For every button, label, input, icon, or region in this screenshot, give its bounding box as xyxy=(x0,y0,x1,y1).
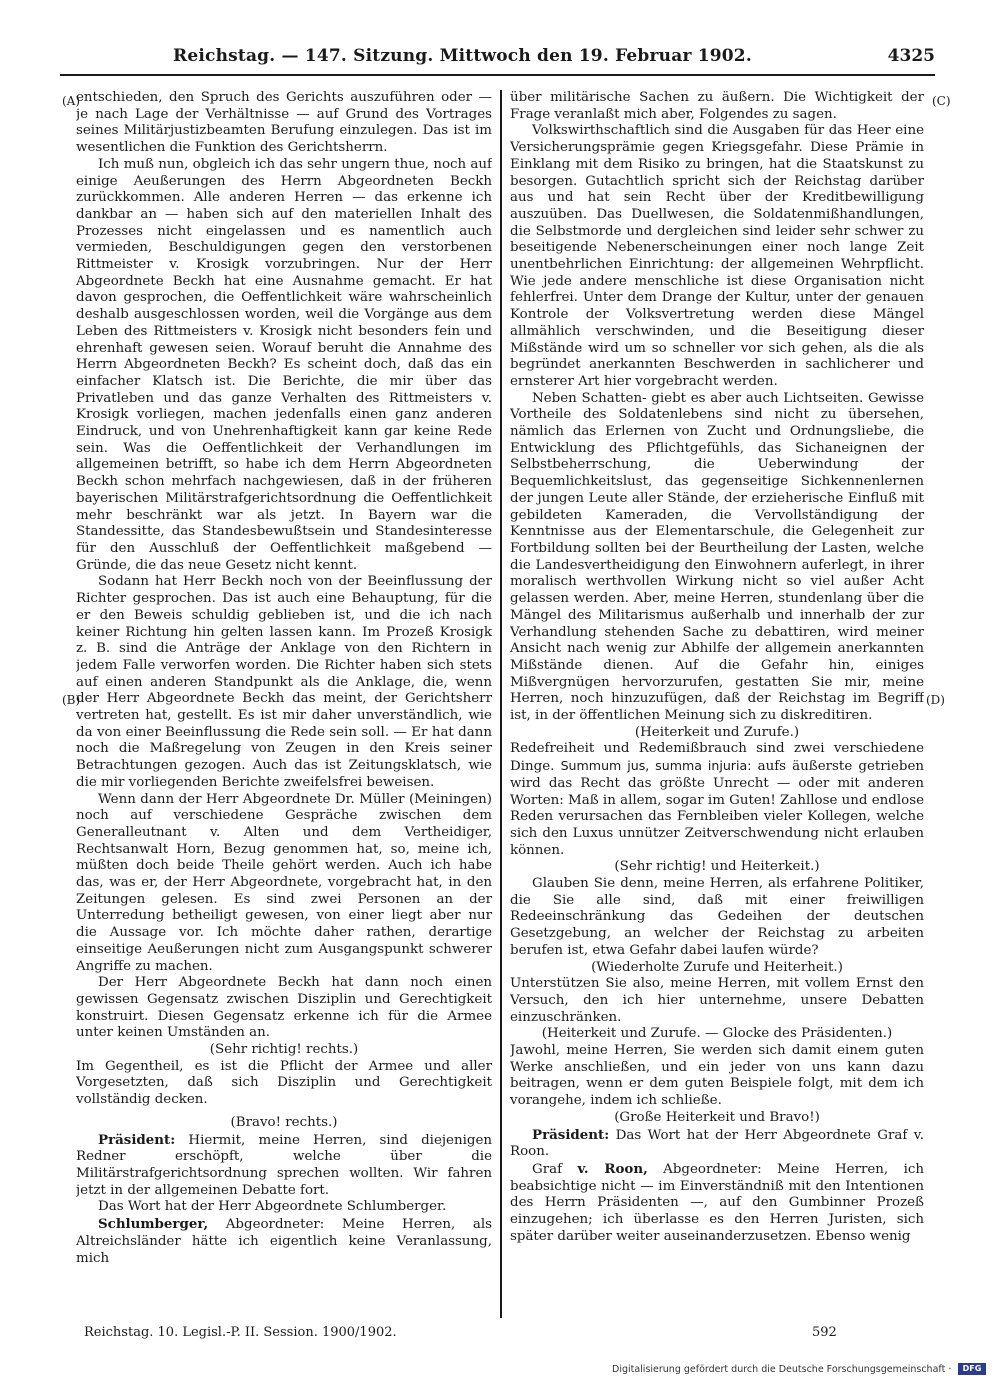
interjection: (Sehr richtig! und Heiterkeit.) xyxy=(614,859,820,875)
margin-marker-a: (A) xyxy=(62,94,81,108)
speaker-name: v. Roon, xyxy=(577,1161,648,1177)
page-header xyxy=(60,46,935,76)
paragraph: Im Gegentheil, es ist die Pflicht der Armee und aller Vorgesetzten, daß sich Disziplin und Gerechtigkeit vollständig decken. xyxy=(76,1058,492,1108)
paragraph: Der Herr Abgeordnete Beckh hat dann noch einen gewissen Gegensatz zwischen Disziplin und Gerechtigkeit konstruirt. Diesen Gegensatz erkenne ich für die Armee unter keinen Umständen an. xyxy=(76,975,492,1041)
left-column xyxy=(76,90,492,1315)
interjection: (Heiterkeit und Zurufe.) xyxy=(634,724,800,740)
interjection: (Große Heiterkeit und Bravo!) xyxy=(614,1109,820,1125)
paragraph: Volkswirthschaftlich sind die Ausgaben für das Heer eine Versicherungsprämie gegen Kriegsgefahr. Diese Prämie in Einklang mit dem Risiko zu bringen, hat die Staatskunst zu besorgen. Gutachtlich spricht sich der Reichstag darüber aus und hat sein Recht über der Kreditbewilligung auszuüben. Das Duellwesen, die Soldatenmißhandlungen, die Selbstmorde und dergleichen sind leider sehr schwer zu beseitigende Nebenerscheinungen einer noch lange Zeit unentbehrlichen Einrichtung: der allgemeinen Wehrpflicht. Wie jede andere menschliche ist diese Organisation nicht fehlerfrei. Unter dem Drange der Kultur, unter der genauen Kontrole der Volksvertretung werden diese Mängel allmählich verschwinden, und die Beseitigung dieser Mißstände wird um so schneller vor sich gehen, als die als begründet anerkannten Beschwerden in sachlicherer und ernsterer Art hier vorgebracht werden. xyxy=(510,123,924,389)
interjection: (Wiederholte Zurufe und Heiterheit.) xyxy=(591,959,843,975)
paragraph: Ich muß nun, obgleich ich das sehr ungern thue, noch auf einige Aeußerungen des Herrn Abgeordneten Beckh zurückkommen. Alle anderen Herren — das erkenne ich dankbar an — haben sich auf den materiellen Inhalt des Prozesses nicht eingelassen und es namentlich auch vermieden, Beschuldigungen gegen den verstorbenen Rittmeister v. Krosigk vorzubringen. Nur der Herr Abgeordnete Beckh hat eine Ausnahme gemacht. Er hat davon gesprochen, die Oeffentlichkeit wäre wahrscheinlich deshalb ausgeschlossen worden, weil die Vorgänge aus dem Leben des Rittmeisters v. Krosigk nicht besonders fein und ehrenhaft gewesen seien. Worauf beruht die Annahme des Herrn Abgeordneten Beckh? Es scheint doch, daß das ein einfacher Klatsch ist. Die Berichte, die mir über das Privatleben und das ganze Verhalten des Rittmeisters v. Krosigk vorliegen, machen jedenfalls einen ganz anderen Eindruck, und von Unehrenhaftigkeit kann gar keine Rede sein. Was die Oeffentlichkeit der Verhandlungen im allgemeinen betrifft, so habe ich dem Herrn Abgeordneten Beckh schon mehrfach nachgewiesen, daß in der früheren bayerischen Militärstrafgerichtsordnung die Oeffentlichkeit mehr beschränkt war als jetzt. In Bayern war die Standessitte, das Standesbewußtsein und Standesinteresse für den Ausschluß der Oeffentlichkeit maßgebend — Gründe, die das neue Gesetz nicht kennt. xyxy=(76,156,492,573)
dfg-logo: DFG xyxy=(958,1363,986,1375)
latin-quote: Summum jus, summa injuria: xyxy=(560,758,752,774)
speaker-title: Graf xyxy=(532,1162,578,1177)
right-column xyxy=(510,90,924,1315)
speech-text: Das Wort hat der Herr Abgeordnete Graf v. Roon. xyxy=(510,1127,924,1160)
paragraph: Jawohl, meine Herren, Sie werden sich damit einem guten Werke anschließen, und ein jeder von uns kann dazu beitragen, wenn er dem guten Beispiele folgt, mit dem ich vorangehe, indem ich schließe. xyxy=(510,1043,924,1109)
page-number: 4325 xyxy=(887,46,935,66)
paragraph: Das Wort hat der Herr Abgeordnete Schlumberger. xyxy=(98,1199,447,1215)
speaker-name: Schlumberger, xyxy=(98,1216,209,1233)
margin-marker-b: (B) xyxy=(62,693,81,707)
footer-signature: 592 xyxy=(812,1325,837,1340)
speech-start xyxy=(510,1161,924,1246)
footer-session-info: Reichstag. 10. Legisl.-P. II. Session. 1900/1902. xyxy=(84,1325,397,1340)
speech-text: Abgeordneter: Meine Herren, als Altreichsländer hätte ich eigentlich keine Veranlassung, mich xyxy=(76,1217,492,1266)
column-divider xyxy=(500,90,502,1318)
president-remark xyxy=(76,1132,492,1200)
interjection: (Bravo! rechts.) xyxy=(230,1114,338,1130)
paragraph: entschieden, den Spruch des Gerichts auszuführen oder — je nach Lage der Verhältnisse — auf Grund des Vortrages seines Militärjustizbeamten Berufung einzulegen. Das ist im wesentlichen die Funktion des Gerichtsherrn. xyxy=(76,90,492,156)
paragraph: Unterstützen Sie also, meine Herren, mit vollem Ernst den Versuch, den ich hier unternehme, unsere Debatten einzuschränken. xyxy=(510,976,924,1025)
margin-marker-c: (C) xyxy=(932,94,951,108)
paragraph: Glauben Sie denn, meine Herren, als erfahrene Politiker, die Sie alle sind, daß mit einer freiwilligen Redeeinschränkung das Gedeihen der deutschen Gesetzgebung, an welcher der Reichstag zu arbeiten berufen ist, etwa Gefahr dabei laufen würde? xyxy=(510,876,924,958)
digitization-credit: Digitalisierung gefördert durch die Deutsche Forschungsgemeinschaft · xyxy=(612,1364,952,1375)
speaker-name: Präsident: xyxy=(98,1131,176,1148)
paragraph: Sodann hat Herr Beckh noch von der Beeinflussung der Richter gesprochen. Das ist auch eine Behauptung, für die er den Beweis schuldig geblieben ist, und die ich nach keiner Richtung hin gelten lassen kann. Im Prozeß Krosigk z. B. sind die Anträge der Anklage von den Richtern in jedem Falle verworfen worden. Die Richter haben sich stets auf einen anderen Standpunkt als die Anklage, die, wenn der Herr Abgeordnete Beckh das meint, der Gerichtsherr vertreten hat, gestellt. Es ist mir daher unverständlich, wie da von einer Beeinflussung die Rede sein soll. — Er hat dann noch die Maßregelung von Zeugen in den Kreis seiner Betrachtungen gezogen. Auch das ist Zeitungsklatsch, wie die mir vorliegenden Berichte zweifelsfrei beweisen. xyxy=(76,574,492,790)
speaker-name: Präsident: xyxy=(532,1126,610,1143)
paragraph xyxy=(510,741,924,859)
speech-text: Abgeordneter: Meine Herren, ich beabsichtige nicht — im Einverständniß mit den Intentionen des Herrn Präsidenten —, auf den Gumbinner Prozeß einzugehen; ich überlasse es den Herren Juristen, sich später darüber weiter auseinanderzusetzen. Ebenso wenig xyxy=(510,1162,924,1244)
interjection: (Sehr richtig! rechts.) xyxy=(209,1042,359,1058)
margin-marker-d: (D) xyxy=(926,693,945,707)
running-title: Reichstag. — 147. Sitzung. Mittwoch den 19. Februar 1902. xyxy=(173,46,752,66)
speech-text: Hiermit, meine Herren, sind diejenigen Redner erschöpft, welche über die Militärstrafgerichtsordnung sprechen wollten. Wir fahren jetzt in der allgemeinen Debatte fort. xyxy=(76,1132,492,1198)
paragraph: Neben Schatten- giebt es aber auch Lichtseiten. Gewisse Vortheile des Soldatenlebens sind nicht zu übersehen, nämlich das Erlernen von Zucht und Ordnungsliebe, die Entwicklung des Pflichtgefühls, das Sichaneignen der Selbstbeherrschung, die Ueberwindung der Bequemlichkeitslust, das gegenseitige Sichkennenlernen der jungen Leute aller Stände, der erzieherische Einfluß mit gebildeten Kameraden, die Vervollständigung der Kenntnisse aus der Elementarschule, die Gelegenheit zur Fortbildung sollten bei der Beurtheilung der Lasten, welche die Landesvertheidigung den Einwohnern auferlegt, in ihrer moralisch werthvollen Wirkung nicht so viel außer Acht gelassen werden. Aber, meine Herren, stundenlang über die Mängel des Militarismus außerhalb und innerhalb der zur Verhandlung stehenden Sache zu debattiren, wird meiner Ansicht nach wenig zur Abhilfe der allgemein anerkannten Mißstände dienen. Auf die Gefahr hin, einiges Mißvergnügen hervorzurufen, gestatten Sie mir, meine Herren, noch hinzuzufügen, daß der Reichstag im Begriff ist, in der öffentlichen Meinung sich zu diskreditiren. xyxy=(510,390,924,724)
paragraph: Wenn dann der Herr Abgeordnete Dr. Müller (Meiningen) noch auf verschiedene Gespräche zwischen dem Generalleutnant v. Alten und dem Vertheidiger, Rechtsanwalt Horn, Bezug genommen hat, so, meine ich, müßten doch beide Theile gehört werden. Auch ich habe das, was er, der Herr Abgeordnete, vorgebracht hat, in den Zeitungen gelesen. Es sind zwei Personen an der Unterredung betheiligt gewesen, von einer liegt aber nur die Aussage vor. Ich möchte daher rathen, derartige einseitige Aeußerungen nicht zum Ausgangspunkt schwerer Angriffe zu machen. xyxy=(76,791,492,974)
speech-text: Redefreiheit und Redemißbrauch sind zwei verschiedene Dinge. xyxy=(510,741,924,775)
speech-text: aufs äußerste getrieben wird das Recht das größte Unrecht — oder mit anderen Worten: Maß in allem, sogar im Guten! Zahllose und endlose Reden verursachen das Fernbleiben vieler Kollegen, welche sich den Luxus unnützer Zeitverschwendung nicht erlauben können. xyxy=(510,759,924,858)
president-remark xyxy=(510,1127,924,1161)
speech-start xyxy=(76,1216,492,1267)
interjection: (Heiterkeit und Zurufe. — Glocke des Präsidenten.) xyxy=(541,1026,893,1042)
paragraph: über militärische Sachen zu äußern. Die Wichtigkeit der Frage veranlaßt mich aber, Folgendes zu sagen. xyxy=(510,90,924,122)
